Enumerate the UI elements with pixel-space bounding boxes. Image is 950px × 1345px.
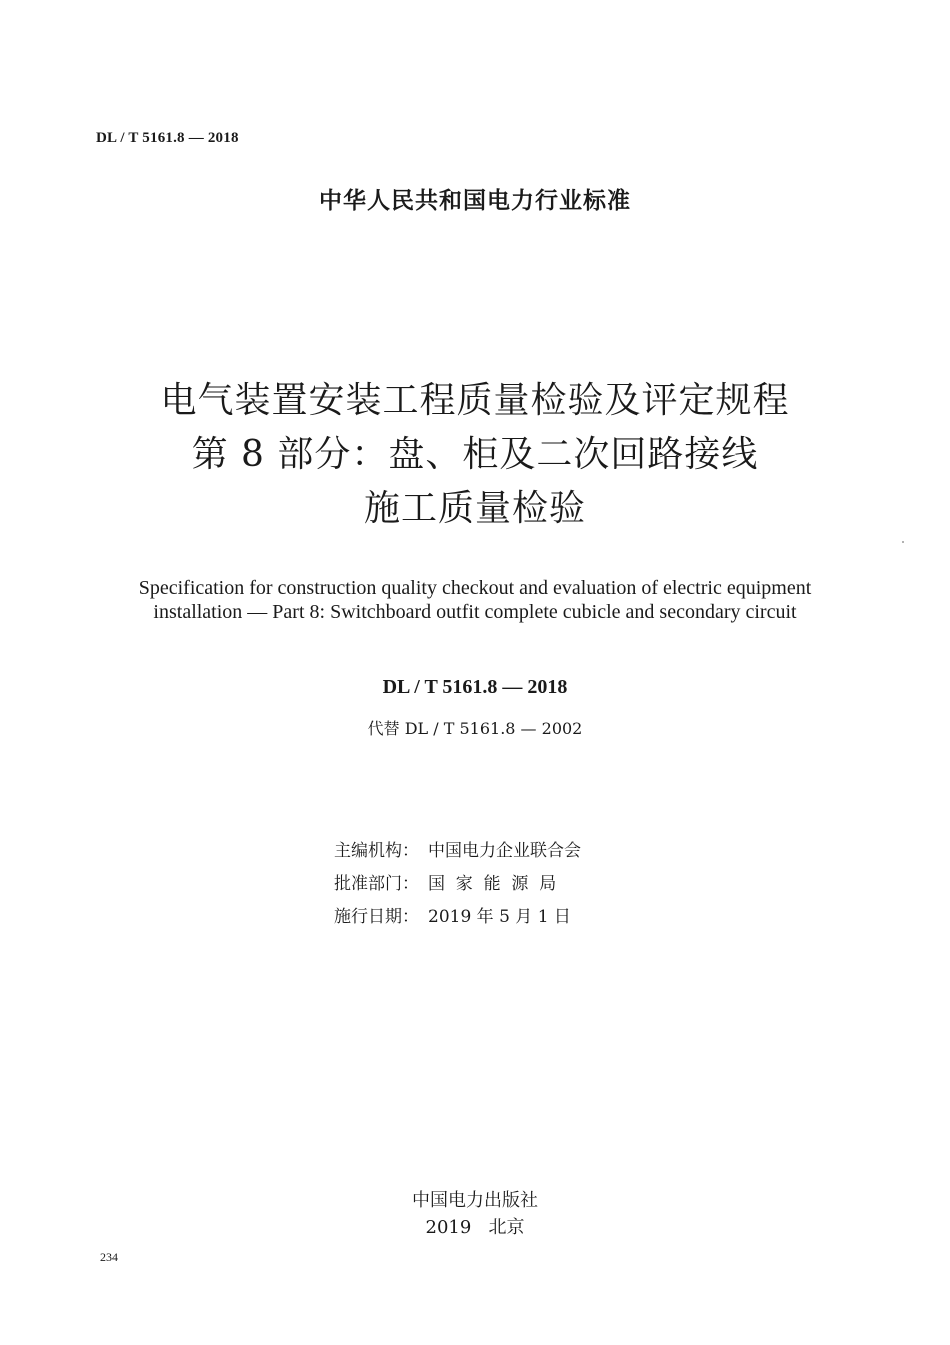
page-number: 234 [100,1250,118,1264]
header-standard-code: DL / T 5161.8 — 2018 [96,130,239,146]
title-line-1: 电气装置安装工程质量检验及评定规程 [160,380,790,421]
meta-approver-row [334,869,556,894]
publisher-name: 中国电力出版社 [412,1190,538,1211]
publisher-year-place: 2019 北京 [425,1217,525,1238]
standard-code: DL / T 5161.8 — 2018 [382,676,568,698]
industry-standard-heading: 中华人民共和国电力行业标准 [319,188,631,214]
title-line-2: 第 8 部分：盘、柜及二次回路接线 [191,434,759,475]
english-title-line-2: installation — Part 8: Switchboard outfit complete cubicle and secondary circuit [153,601,797,623]
meta-editor-label: 主编机构： [334,841,419,861]
meta-effective-value: 2019 年 5 月 1 日 [428,907,571,927]
title-line-3: 施工质量检验 [363,488,586,529]
meta-effective-row [334,902,571,927]
meta-effective-label: 施行日期： [334,907,419,927]
meta-editor-value: 中国电力企业联合会 [428,841,581,861]
meta-approver-label: 批准部门： [334,874,419,894]
english-title [0,576,950,624]
english-title-line-1: Specification for construction quality checkout and evaluation of electric equipment [138,577,812,599]
scan-speck [902,541,904,543]
meta-approver-value: 国 家 能 源 局 [428,874,557,894]
replaces-standard: 代替 DL / T 5161.8 — 2002 [367,719,583,738]
meta-editor-row [334,836,581,861]
